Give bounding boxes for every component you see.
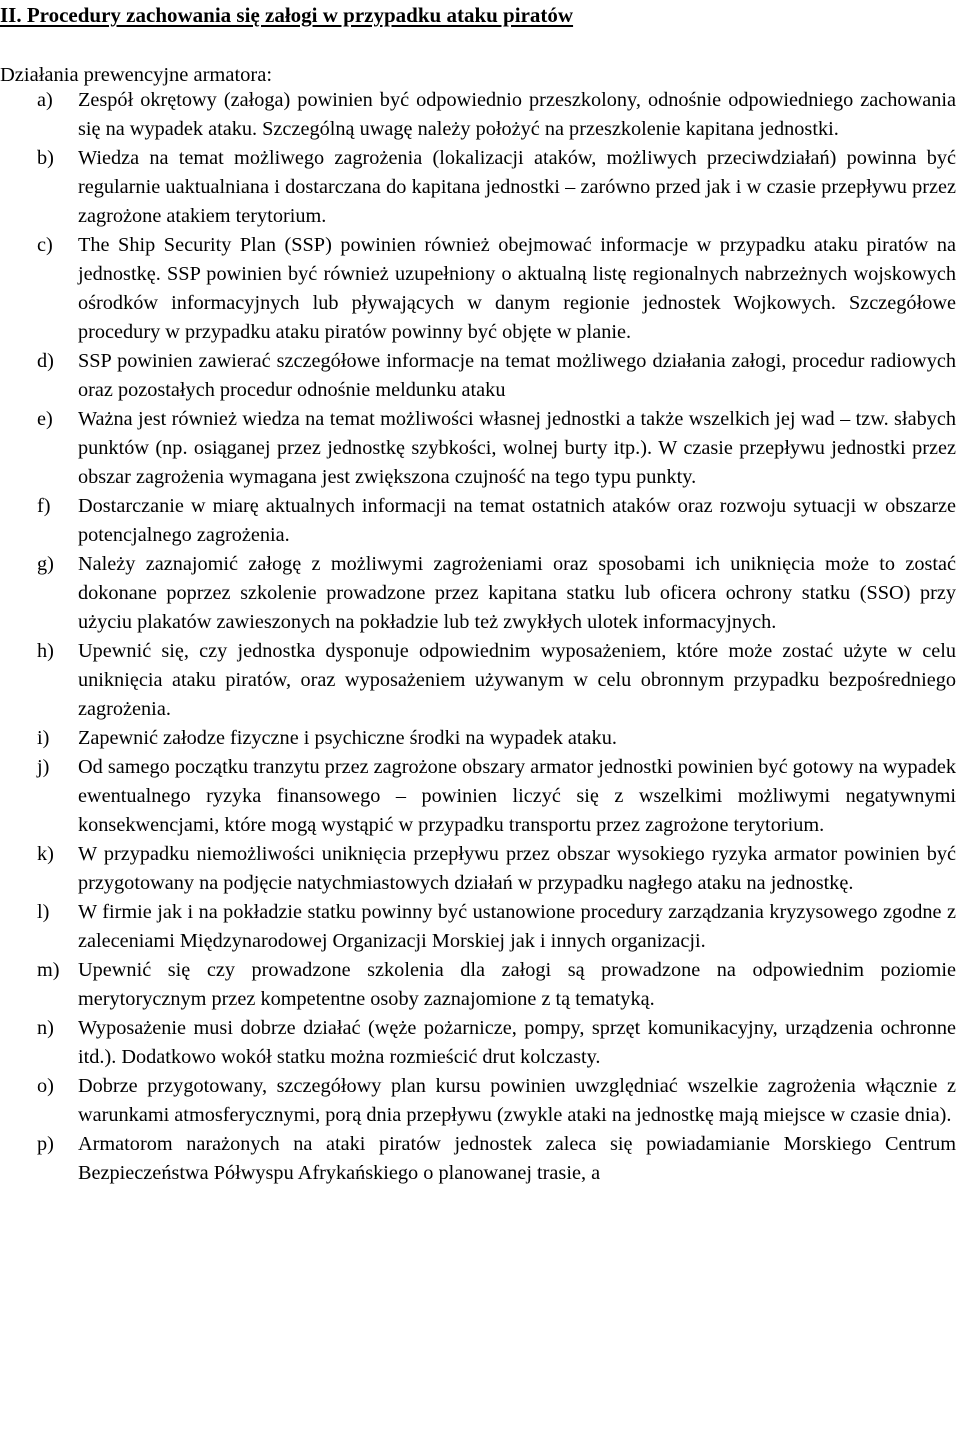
list-item-marker: g) bbox=[37, 553, 54, 575]
list-item-text: SSP powinien zawierać szczegółowe informacje na temat możliwego działania załogi, procedur radiowych oraz pozostałych procedur odnośnie meldunku ataku bbox=[78, 350, 956, 401]
list-item-marker: e) bbox=[37, 408, 53, 430]
list-item bbox=[0, 144, 956, 231]
list-item bbox=[0, 898, 956, 956]
list-item bbox=[0, 1014, 956, 1072]
list-item bbox=[0, 840, 956, 898]
list-item-marker: a) bbox=[37, 89, 53, 111]
list-item-marker: k) bbox=[37, 843, 54, 865]
list-item bbox=[0, 405, 956, 492]
list-item bbox=[0, 347, 956, 405]
list-item-text: Upewnić się czy prowadzone szkolenia dla załogi są prowadzone na odpowiednim poziomie merytorycznym przez kompetentne osoby zaznajomione z tą tematyką. bbox=[78, 959, 956, 1010]
list-item-marker: b) bbox=[37, 147, 54, 169]
list-item-text: Dostarczanie w miarę aktualnych informacji na temat ostatnich ataków oraz rozwoju sytuacji w obszarze potencjalnego zagrożenia. bbox=[78, 495, 956, 546]
list-item-text: Upewnić się, czy jednostka dysponuje odpowiednim wyposażeniem, które może zostać użyte w celu uniknięcia ataku piratów, oraz wyposażeniem używanym w celu obronnym przypadku bezpośredniego zagrożenia. bbox=[78, 640, 956, 720]
list-item-marker: d) bbox=[37, 350, 54, 372]
page-title: II. Procedury zachowania się załogi w przypadku ataku piratów bbox=[0, 3, 574, 27]
list-item bbox=[0, 956, 956, 1014]
list-item-text: W przypadku niemożliwości uniknięcia przepływu przez obszar wysokiego ryzyka armator powinien być przygotowany na podjęcie natychmiastowych działań w przypadku nagłego ataku na jednostkę. bbox=[78, 843, 956, 894]
list-item-marker: o) bbox=[37, 1075, 54, 1097]
list-item-text: Zespół okrętowy (załoga) powinien być odpowiednio przeszkolony, odnośnie odpowiedniego zachowania się na wypadek ataku. Szczególną uwagę należy położyć na przeszkolenie kapitana jednostki. bbox=[78, 89, 956, 140]
list-item bbox=[0, 231, 956, 347]
list-item bbox=[0, 637, 956, 724]
list-item-marker: j) bbox=[37, 756, 50, 778]
list-item-marker: n) bbox=[37, 1017, 54, 1039]
list-item-marker: m) bbox=[37, 959, 60, 981]
list-item-text: Zapewnić załodze fizyczne i psychiczne środki na wypadek ataku. bbox=[78, 727, 617, 749]
intro-text: Działania prewencyjne armatora: bbox=[0, 64, 273, 86]
list-item-marker: f) bbox=[37, 495, 51, 517]
list-item-text: Armatorom narażonych na ataki piratów jednostek zaleca się powiadamianie Morskiego Centrum Bezpieczeństwa Półwyspu Afrykańskiego o planowanej trasie, a bbox=[78, 1133, 956, 1184]
list-item-marker: p) bbox=[37, 1133, 54, 1155]
list-item-marker: i) bbox=[37, 727, 50, 749]
list-item bbox=[0, 724, 956, 753]
list-item-marker: c) bbox=[37, 234, 53, 256]
list-item bbox=[0, 492, 956, 550]
list-item-text: Dobrze przygotowany, szczegółowy plan kursu powinien uwzględniać wszelkie zagrożenia włącznie z warunkami atmosferycznymi, porą dnia przepływu (zwykle ataki na jednostkę mają miejsce w czasie dnia). bbox=[78, 1075, 956, 1126]
list-item bbox=[0, 753, 956, 840]
list-item-text: Ważna jest również wiedza na temat możliwości własnej jednostki a także wszelkich jej wad – tzw. słabych punktów (np. osiąganej przez jednostkę szybkości, wolnej burty itp.). W czasie przepływu jednostki przez obszar zagrożenia wymagana jest zwiększona czujność na tego typu punkty. bbox=[78, 408, 956, 488]
list-item-marker: l) bbox=[37, 901, 50, 923]
list-item-text: The Ship Security Plan (SSP) powinien również obejmować informacje w przypadku ataku piratów na jednostkę. SSP powinien być również uzupełniony o aktualną listę regionalnych nabrzeżnych wojskowych ośrodków informacyjnych lub pływających w danym regionie jednostek Wojkowych. Szczegółowe procedury w przypadku ataku piratów powinny być objęte w planie. bbox=[78, 234, 956, 343]
list-item-text: Wyposażenie musi dobrze działać (węże pożarnicze, pompy, sprzęt komunikacyjny, urządzenia ochronne itd.). Dodatkowo wokół statku można rozmieścić drut kolczasty. bbox=[78, 1017, 956, 1068]
list-item bbox=[0, 1130, 956, 1188]
list-item-text: Wiedza na temat możliwego zagrożenia (lokalizacji ataków, możliwych przeciwdziałań) powinna być regularnie uaktualniana i dostarczana do kapitana jednostki – zarówno przed jak i w czasie przepływu przez zagrożone atakiem terytorium. bbox=[78, 147, 956, 227]
list-item-text: W firmie jak i na pokładzie statku powinny być ustanowione procedury zarządzania kryzysowego zgodne z zaleceniami Międzynarodowej Organizacji Morskiej jak i innych organizacji. bbox=[78, 901, 956, 952]
list-item bbox=[0, 550, 956, 637]
list-item-text: Należy zaznajomić załogę z możliwymi zagrożeniami oraz sposobami ich uniknięcia może to zostać dokonane poprzez szkolenie prowadzone przez kapitana statku lub oficera ochrony statku (SSO) przy użyciu plakatów zawieszonych na pokładzie lub też zwykłych ulotek informacyjnych. bbox=[78, 553, 956, 633]
list-item-marker: h) bbox=[37, 640, 54, 662]
list-item bbox=[0, 1072, 956, 1130]
list-item-text: Od samego początku tranzytu przez zagrożone obszary armator jednostki powinien być gotowy na wypadek ewentualnego ryzyka finansowego – powinien liczyć się z wszelkimi możliwymi negatywnymi konsekwencjami, które mogą wystąpić w przypadku transportu przez zagrożone terytorium. bbox=[78, 756, 956, 836]
procedure-list bbox=[0, 86, 956, 1188]
list-item bbox=[0, 86, 956, 144]
